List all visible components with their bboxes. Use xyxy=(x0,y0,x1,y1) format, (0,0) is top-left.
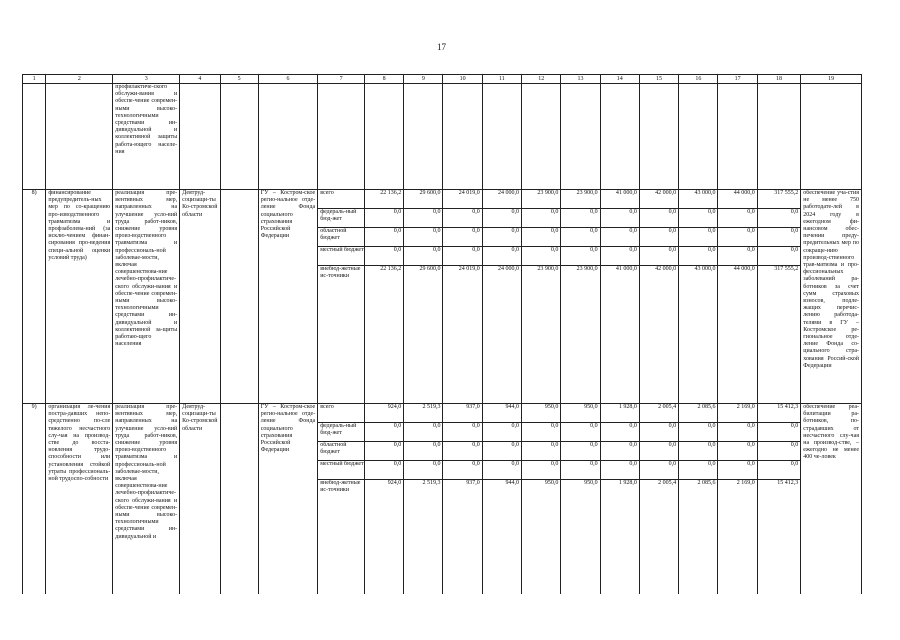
table-cell xyxy=(522,84,561,190)
table-cell xyxy=(718,84,757,190)
value-cell: 0,0 xyxy=(522,461,560,480)
value-cell: 0,0 xyxy=(443,228,481,247)
table-cell xyxy=(757,84,801,190)
value-cell: 0,0 xyxy=(443,247,481,266)
value-cell: 0,0 xyxy=(443,461,481,480)
value-cell: 15 412,3 xyxy=(758,404,801,423)
value-cell: 1 928,0 xyxy=(601,404,639,423)
funding-source-label: областной бюджет xyxy=(318,228,364,247)
value-cell: 2 005,4 xyxy=(640,404,678,423)
table-cell xyxy=(639,84,678,190)
value-cell: 0,0 xyxy=(522,228,560,247)
value-cell: 0,0 xyxy=(365,461,403,480)
value-cell: 0,0 xyxy=(522,247,560,266)
executor-cell: Деятруд-социзащи-ты Ко-стромской области xyxy=(180,190,220,404)
value-cell: 0,0 xyxy=(365,423,403,442)
value-cell: 0,0 xyxy=(483,461,521,480)
column-number: 14 xyxy=(600,75,639,84)
funding-source-label: всего xyxy=(318,190,364,209)
value-cell: 924,0 xyxy=(387,480,402,486)
value-cell: 0,0 xyxy=(758,247,801,266)
value-cell: 950,0 xyxy=(522,404,560,423)
value-cell: 0,0 xyxy=(483,228,521,247)
value-cell: 24 000,0 xyxy=(498,266,520,272)
participant-cell: ГУ – Костром-ское регио-нальное отде-ление Фонда социального страхования Российской Федерации xyxy=(258,404,317,595)
value-column xyxy=(600,404,639,595)
value-cell: 0,0 xyxy=(443,423,481,442)
value-cell: 1 928,0 xyxy=(618,480,637,486)
table-cell xyxy=(318,84,365,190)
value-cell: 0,0 xyxy=(522,423,560,442)
value-cell: 0,0 xyxy=(443,442,481,461)
table-cell xyxy=(561,84,600,190)
value-cell: 42 000,0 xyxy=(640,190,678,209)
value-cell: 950,0 xyxy=(584,480,598,486)
funding-sources-cell xyxy=(318,190,365,404)
value-cell: 0,0 xyxy=(483,423,521,442)
continuation-row xyxy=(23,84,862,190)
value-cell: 0,0 xyxy=(679,442,717,461)
value-cell: 41 000,0 xyxy=(601,190,639,209)
row-number: 9) xyxy=(23,404,46,595)
measure-cell: реализация пре-вентивных мер, направленных на улучшение усло-вий труда работ-ников, снижение уровня произ-водственного травматизма и профессиональ-ной заболевае-мости, включая совершенствова-ние лечебно-профилактиче-ского обслужи-вания и обеспе-чение современ-ными высоко-технологичными средствами ин-дивидуальной и коллективной за-щиты работаю-щего населения xyxy=(113,190,180,404)
value-cell: 0,0 xyxy=(640,442,678,461)
table-row xyxy=(23,190,862,404)
column-number: 15 xyxy=(639,75,678,84)
value-cell: 23 900,0 xyxy=(576,266,598,272)
executor-cell: Деятруд-социзащи-ты Ко-стромской области xyxy=(180,404,220,595)
value-column xyxy=(443,190,482,404)
value-cell: 24 019,0 xyxy=(458,266,480,272)
value-column xyxy=(561,404,600,595)
column-number: 11 xyxy=(482,75,521,84)
column-number: 10 xyxy=(443,75,482,84)
result-cell: обеспечение уча-стия не менее 750 работодате-лей в 2024 году в ежегодном фи-нансовом обес-печении преду-предительных мер по сокраще-нию производ-ственного трав-матизма и про-фессиональных заболеваний ра-ботников за счет сумм страховых взносов, подле-жащих перечис-лению работода-телями в ГУ – Костромское ре-гиональное отде-ление Фонда со-циального стра-хования Россий-ской Федерации xyxy=(801,190,862,404)
table-cell xyxy=(404,84,443,190)
value-cell: 42 000,0 xyxy=(655,266,677,272)
value-cell: 44 000,0 xyxy=(733,266,755,272)
value-cell: 0,0 xyxy=(483,247,521,266)
value-cell: 24 000,0 xyxy=(483,190,521,209)
value-cell: 0,0 xyxy=(404,247,442,266)
value-cell: 0,0 xyxy=(561,442,599,461)
value-cell: 317 555,2 xyxy=(774,266,799,272)
funding-source-label: внебюд-жетные ис-точники xyxy=(320,480,361,494)
column-number: 1 xyxy=(23,75,46,84)
column-number: 4 xyxy=(180,75,220,84)
value-cell: 29 600,0 xyxy=(419,266,441,272)
value-cell: 0,0 xyxy=(718,423,756,442)
value-cell: 0,0 xyxy=(758,228,801,247)
value-cell: 0,0 xyxy=(718,228,756,247)
program-table xyxy=(22,74,862,594)
value-column xyxy=(679,404,718,595)
value-cell: 2 169,0 xyxy=(718,404,756,423)
table-cell xyxy=(600,84,639,190)
value-cell: 924,0 xyxy=(365,404,403,423)
value-cell: 0,0 xyxy=(601,461,639,480)
value-cell: 0,0 xyxy=(679,228,717,247)
value-cell: 937,0 xyxy=(466,480,480,486)
table-cell xyxy=(23,84,46,190)
value-cell: 2 519,3 xyxy=(422,480,441,486)
column-number: 5 xyxy=(220,75,258,84)
funding-source-label: федераль-ный бюд-жет xyxy=(318,423,364,442)
value-cell: 0,0 xyxy=(561,461,599,480)
column-number: 17 xyxy=(718,75,757,84)
value-column xyxy=(482,404,521,595)
value-column xyxy=(522,404,561,595)
result-cell: обеспечение реа-билитации ра-ботников, по-страдавших от несчастного слу-чая на производ-стве, – ежегодно не менее 400 че-ловек xyxy=(801,404,862,595)
value-cell: 23 900,0 xyxy=(522,190,560,209)
value-cell: 0,0 xyxy=(640,228,678,247)
header-row xyxy=(23,75,862,84)
value-cell: 2 519,3 xyxy=(404,404,442,423)
measure-cell: профилактиче-ского обслужи-вания и обеспе-чение современ-ными высоко-технологичными средствами ин-дивидуальной и коллективной защиты работа-ющего населе-ния xyxy=(113,84,180,190)
task-cell: финансирование предупредитель-ных мер по со-кращению про-изводственного травматизма и профзаболева-ний (за исклю-чением финан-сирования про-ведения специ-альной оценки условий труда) xyxy=(46,190,113,404)
value-cell: 2 085,6 xyxy=(697,480,716,486)
value-column xyxy=(718,190,757,404)
table-cell xyxy=(46,84,113,190)
value-cell: 0,0 xyxy=(561,423,599,442)
value-cell: 0,0 xyxy=(561,247,599,266)
value-cell: 0,0 xyxy=(718,461,756,480)
value-column xyxy=(443,404,482,595)
value-column xyxy=(364,404,403,595)
value-cell: 0,0 xyxy=(365,209,403,228)
column-number: 18 xyxy=(757,75,801,84)
value-cell: 0,0 xyxy=(404,423,442,442)
value-cell: 0,0 xyxy=(601,247,639,266)
value-cell: 0,0 xyxy=(679,461,717,480)
value-cell: 0,0 xyxy=(758,423,801,442)
column-number: 8 xyxy=(364,75,403,84)
value-cell: 0,0 xyxy=(483,209,521,228)
value-column xyxy=(600,190,639,404)
page-number: 17 xyxy=(437,42,446,52)
value-cell: 44 000,0 xyxy=(718,190,756,209)
column-number: 7 xyxy=(318,75,365,84)
value-cell: 23 900,0 xyxy=(537,266,559,272)
funding-source-label: местный бюджет xyxy=(318,247,364,266)
value-cell: 0,0 xyxy=(640,423,678,442)
value-column xyxy=(364,190,403,404)
funding-sources-cell xyxy=(318,404,365,595)
participant-cell: ГУ – Костром-ское регио-нальное отде-ление Фонда социального страхования Российской Федерации xyxy=(258,190,317,404)
table-cell xyxy=(258,84,317,190)
row-number: 8) xyxy=(23,190,46,404)
table-cell xyxy=(443,84,482,190)
value-column xyxy=(718,404,757,595)
funding-source-label: федераль-ный бюд-жет xyxy=(318,209,364,228)
column-number: 2 xyxy=(46,75,113,84)
value-cell: 0,0 xyxy=(758,442,801,461)
value-cell: 0,0 xyxy=(679,247,717,266)
column-number: 3 xyxy=(113,75,180,84)
value-cell: 0,0 xyxy=(404,442,442,461)
value-cell: 22 136,2 xyxy=(380,266,402,272)
value-column xyxy=(639,404,678,595)
value-cell: 0,0 xyxy=(718,247,756,266)
measure-cell: реализация пре-вентивных мер, направленных на улучшение усло-вий труда работ-ников, снижение уровня произ-водственного травматизма и профессиональ-ной заболевае-мости, включая совершенствова-ние лечебно-профилактиче-ского обслужи-вания и обеспе-чение современ-ными высоко-технологичными средствами ин-дивидуальной и xyxy=(113,404,180,595)
table-cell xyxy=(220,84,258,190)
value-cell: 24 019,0 xyxy=(443,190,481,209)
value-cell: 0,0 xyxy=(758,209,801,228)
value-cell: 0,0 xyxy=(601,228,639,247)
value-cell: 0,0 xyxy=(522,209,560,228)
table-cell xyxy=(180,84,220,190)
value-cell: 0,0 xyxy=(404,209,442,228)
value-cell: 0,0 xyxy=(443,209,481,228)
value-cell: 0,0 xyxy=(601,442,639,461)
value-column xyxy=(482,190,521,404)
value-column xyxy=(757,404,801,595)
value-cell: 2 169,0 xyxy=(736,480,755,486)
value-cell: 0,0 xyxy=(561,209,599,228)
value-column xyxy=(679,190,718,404)
value-cell: 0,0 xyxy=(522,442,560,461)
value-cell: 43 000,0 xyxy=(694,266,716,272)
value-cell: 29 600,0 xyxy=(404,190,442,209)
table-cell xyxy=(679,84,718,190)
funding-source-label: всего xyxy=(318,404,364,423)
value-cell: 0,0 xyxy=(718,209,756,228)
value-cell: 0,0 xyxy=(483,442,521,461)
value-column xyxy=(404,190,443,404)
value-cell: 2 085,6 xyxy=(679,404,717,423)
value-cell: 23 900,0 xyxy=(561,190,599,209)
table-cell xyxy=(801,84,862,190)
value-cell: 950,0 xyxy=(561,404,599,423)
funding-source-label: областной бюджет xyxy=(318,442,364,461)
value-cell: 0,0 xyxy=(758,461,801,480)
table-cell xyxy=(482,84,521,190)
value-column xyxy=(639,190,678,404)
column-number: 13 xyxy=(561,75,600,84)
value-column xyxy=(561,190,600,404)
column-number: 12 xyxy=(522,75,561,84)
value-cell: 317 555,2 xyxy=(758,190,801,209)
value-cell: 937,0 xyxy=(443,404,481,423)
empty-cell xyxy=(220,404,258,595)
value-cell: 0,0 xyxy=(365,228,403,247)
column-number: 19 xyxy=(801,75,862,84)
value-cell: 0,0 xyxy=(561,228,599,247)
value-cell: 43 000,0 xyxy=(679,190,717,209)
table-cell xyxy=(364,84,403,190)
empty-cell xyxy=(220,190,258,404)
value-cell: 0,0 xyxy=(640,209,678,228)
column-number: 6 xyxy=(258,75,317,84)
value-cell: 944,0 xyxy=(483,404,521,423)
value-column xyxy=(404,404,443,595)
value-cell: 0,0 xyxy=(365,442,403,461)
value-cell: 0,0 xyxy=(601,423,639,442)
value-cell: 22 136,2 xyxy=(365,190,403,209)
value-cell: 944,0 xyxy=(505,480,520,486)
value-cell: 0,0 xyxy=(679,209,717,228)
value-column xyxy=(757,190,801,404)
table-row xyxy=(23,404,862,595)
funding-source-label: внебюд-жетные ис-точники xyxy=(320,266,361,280)
column-number: 9 xyxy=(404,75,443,84)
value-cell: 0,0 xyxy=(601,209,639,228)
value-cell: 0,0 xyxy=(718,442,756,461)
value-cell: 0,0 xyxy=(404,461,442,480)
value-cell: 0,0 xyxy=(640,247,678,266)
funding-source-label: местный бюджет xyxy=(318,461,364,480)
value-cell: 0,0 xyxy=(365,247,403,266)
value-cell: 41 000,0 xyxy=(615,266,637,272)
value-column xyxy=(522,190,561,404)
task-cell: организация ле-чения постра-давших непо-средственно по-сле тяжелого несчастного слу-чая на производ-стве до восста-новления трудо-способности или установления стойкой утраты профессиональ-ной трудоспо-собности xyxy=(46,404,113,595)
value-cell: 0,0 xyxy=(640,461,678,480)
column-number: 16 xyxy=(679,75,718,84)
value-cell: 950,0 xyxy=(544,480,559,486)
value-cell: 0,0 xyxy=(404,228,442,247)
value-cell: 0,0 xyxy=(679,423,717,442)
value-cell: 15 412,3 xyxy=(777,480,799,486)
value-cell: 2 005,4 xyxy=(658,480,677,486)
